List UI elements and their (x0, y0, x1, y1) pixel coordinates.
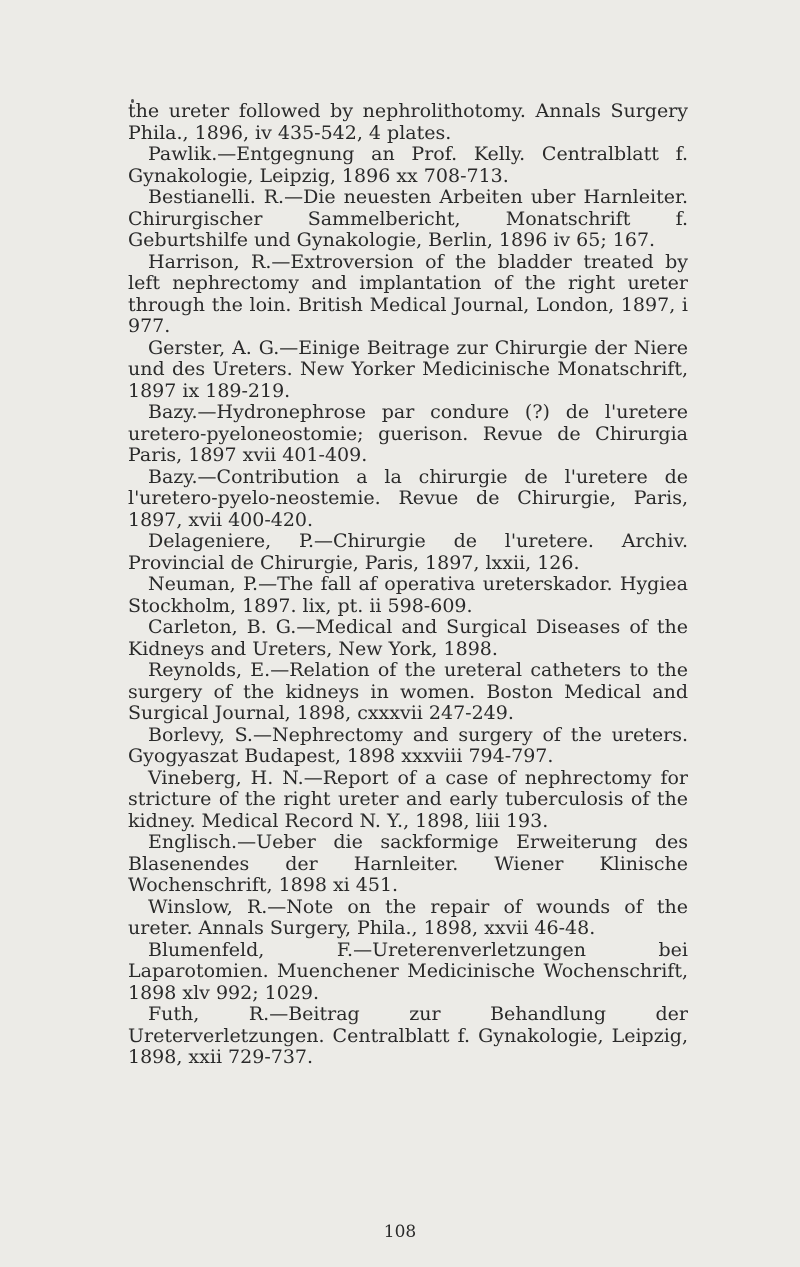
bibliography-entry: Bazy.—Hydronephrose par condure (?) de l'uretere uretero-pyeloneostomie; guerison. Revue de Chirurgia Paris, 1897 xvii 401-409. (128, 401, 688, 466)
bibliography-entry: the ureter followed by nephrolithotomy. Annals Surgery Phila., 1896, iv 435-542, 4 plates. (128, 100, 688, 144)
bibliography-entry: Neuman, P.—The fall af operativa ureterskador. Hygiea Stockholm, 1897. lix, pt. ii 598-609. (128, 573, 688, 617)
bibliography-entry: Borlevy, S.—Nephrectomy and surgery of the ureters. Gyogyaszat Budapest, 1898 xxxviii 794-797. (128, 723, 688, 767)
bibliography-entry: Futh, R.—Beitrag zur Behandlung der Ureterverletzungen. Centralblatt f. Gynakologie, Leipzig, 1898, xxii 729-737. (128, 1003, 688, 1068)
bibliography-entry: Gerster, A. G.—Einige Beitrage zur Chirurgie der Niere und des Ureters. New Yorker Medicinische Monatschrift, 1897 ix 189-219. (128, 336, 688, 402)
bibliography-entry: Bazy.—Contribution a la chirurgie de l'uretere de l'uretero-pyelo-neostemie. Revue de Chirurgie, Paris, 1897, xvii 400-420. (128, 465, 688, 531)
bibliography-entry: Englisch.—Ueber die sackformige Erweiterung des Blasenendes der Harnleiter. Wiener Klinische Wochenschrift, 1898 xi 451. (128, 831, 688, 896)
bibliography-entry: Harrison, R.—Extroversion of the bladder treated by left nephrectomy and implantation of the right ureter through the loin. British Medical Journal, London, 1897, i 977. (128, 250, 688, 337)
bibliography-entry: Bestianelli. R.—Die neuesten Arbeiten uber Harnleiter. Chirurgischer Sammelbericht, Monatschrift f. Geburtshilfe und Gynakologie, Berlin, 1896 iv 65; 167. (128, 186, 688, 251)
bibliography-entry: Reynolds, E.—Relation of the ureteral catheters to the surgery of the kidneys in women. Boston Medical and Surgical Journal, 1898, cxxxvii 247-249. (128, 659, 688, 724)
bibliography-entry: Delageniere, P.—Chirurgie de l'uretere. Archiv. Provincial de Chirurgie, Paris, 1897, lxxii, 126. (128, 530, 688, 574)
bibliography-entry: Winslow, R.—Note on the repair of wounds of the ureter. Annals Surgery, Phila., 1898, xxvii 46-48. (128, 895, 688, 939)
bibliography-text (128, 101, 688, 1069)
bibliography-entry: Blumenfeld, F.—Ureterenverletzungen bei Laparotomien. Muenchener Medicinische Wochenschrift, 1898 xlv 992; 1029. (128, 938, 688, 1004)
bibliography-entry: Vineberg, H. N.—Report of a case of nephrectomy for stricture of the right ureter and early tuberculosis of the kidney. Medical Record N. Y., 1898, liii 193. (128, 766, 688, 832)
bibliography-entry: Pawlik.—Entgegnung an Prof. Kelly. Centralblatt f. Gynakologie, Leipzig, 1896 xx 708-713. (128, 143, 688, 187)
bibliography-entry: Carleton, B. G.—Medical and Surgical Diseases of the Kidneys and Ureters, New York, 1898. (128, 616, 688, 660)
page-number: 108 (383, 1222, 417, 1242)
